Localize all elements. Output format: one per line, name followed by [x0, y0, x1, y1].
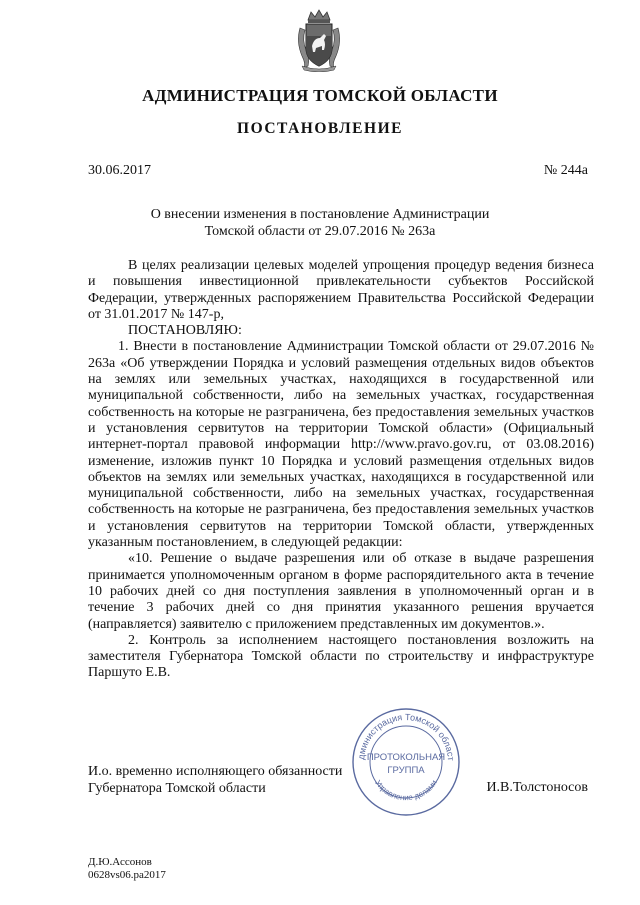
- official-stamp: [350, 706, 462, 818]
- subject-line-2: Томской области от 29.07.2016 № 263а: [204, 224, 436, 239]
- preamble-paragraph: В целях реализации целевых моделей упрощения процедур ведения бизнеса и повышения инвестиционной привлекательности субъектов Российской Федерации, утвержденных распоряжением Правительства Российской Федерации от 31.01.2017 № 147-р,: [88, 258, 594, 322]
- signatory-position-line-1: И.о. временно исполняющего обязанности: [88, 764, 343, 779]
- signatory-position-line-2: Губернатора Томской области: [88, 781, 266, 796]
- decree-word: ПОСТАНОВЛЯЮ:: [128, 323, 242, 339]
- document-number: № 244а: [543, 163, 588, 178]
- item-2-paragraph: 2. Контроль за исполнением настоящего постановления возложить на заместителя Губернатора Томской области по строительству и инфраструктуре Паршуто Е.В.: [88, 632, 594, 681]
- document-date: 30.06.2017: [88, 163, 151, 178]
- document-type-title: ПОСТАНОВЛЕНИЕ: [237, 120, 403, 137]
- item-1-quote-paragraph: «10. Решение о выдаче разрешения или об отказе в выдаче разрешения принимается уполномоченным органом в форме распорядительного акта в течение 10 рабочих дней со дня поступления заявления в уполномоченный орган и в течение 3 рабочих дней со дня принятия указанного решения вручается (направляется) заявителю с приложением представленных им документов.».: [88, 551, 594, 632]
- stamp-bottom-text: Управление делами: [373, 778, 439, 803]
- signatory-position: [88, 763, 342, 797]
- subject-line-1: О внесении изменения в постановление Администрации: [150, 207, 490, 222]
- signatory-name: И.В.Толстоносов: [486, 780, 588, 795]
- svg-text:Управление делами: [373, 778, 439, 802]
- document-footer: [88, 856, 166, 882]
- coat-of-arms-emblem: [294, 8, 344, 72]
- document-body: [88, 258, 594, 682]
- stamp-outer-text: дминистрация Томской област: [356, 711, 457, 762]
- stamp-inner-line-2: ГРУППА: [387, 765, 425, 776]
- footer-author: Д.Ю.Ассонов: [88, 856, 152, 868]
- document-subject: [120, 206, 520, 240]
- footer-file-code: 0628vs06.pa2017: [88, 869, 166, 881]
- item-1-paragraph: 1. Внести в постановление Администрации Томской области от 29.07.2016 № 263а «Об утверждении Порядка и условий размещения отдельных видов объектов на землях или земельных участках, находящихся в государственной или муниципальной собственности, либо на земельных участках, государственная собственность на которые не разграничена, без предоставления земельных участков и установления сервитутов на территории Томской области» (Официальный интернет-портал правовой информации http://www.pravo.gov.ru, от 03.08.2016) изменение, изложив пункт 10 Порядка и условий размещения отдельных видов объектов на землях или земельных участках, находящихся в государственной или муниципальной собственности, либо на земельных участках, государственная собственность на которые не разграничена, без предоставления земельных участков и установления сервитутов на территории Томской области, утвержденных указанным постановлением, в следующей редакции:: [88, 339, 594, 551]
- stamp-inner-line-1: ПРОТОКОЛЬНАЯ: [366, 752, 446, 763]
- organization-title: АДМИНИСТРАЦИЯ ТОМСКОЙ ОБЛАСТИ: [142, 86, 498, 105]
